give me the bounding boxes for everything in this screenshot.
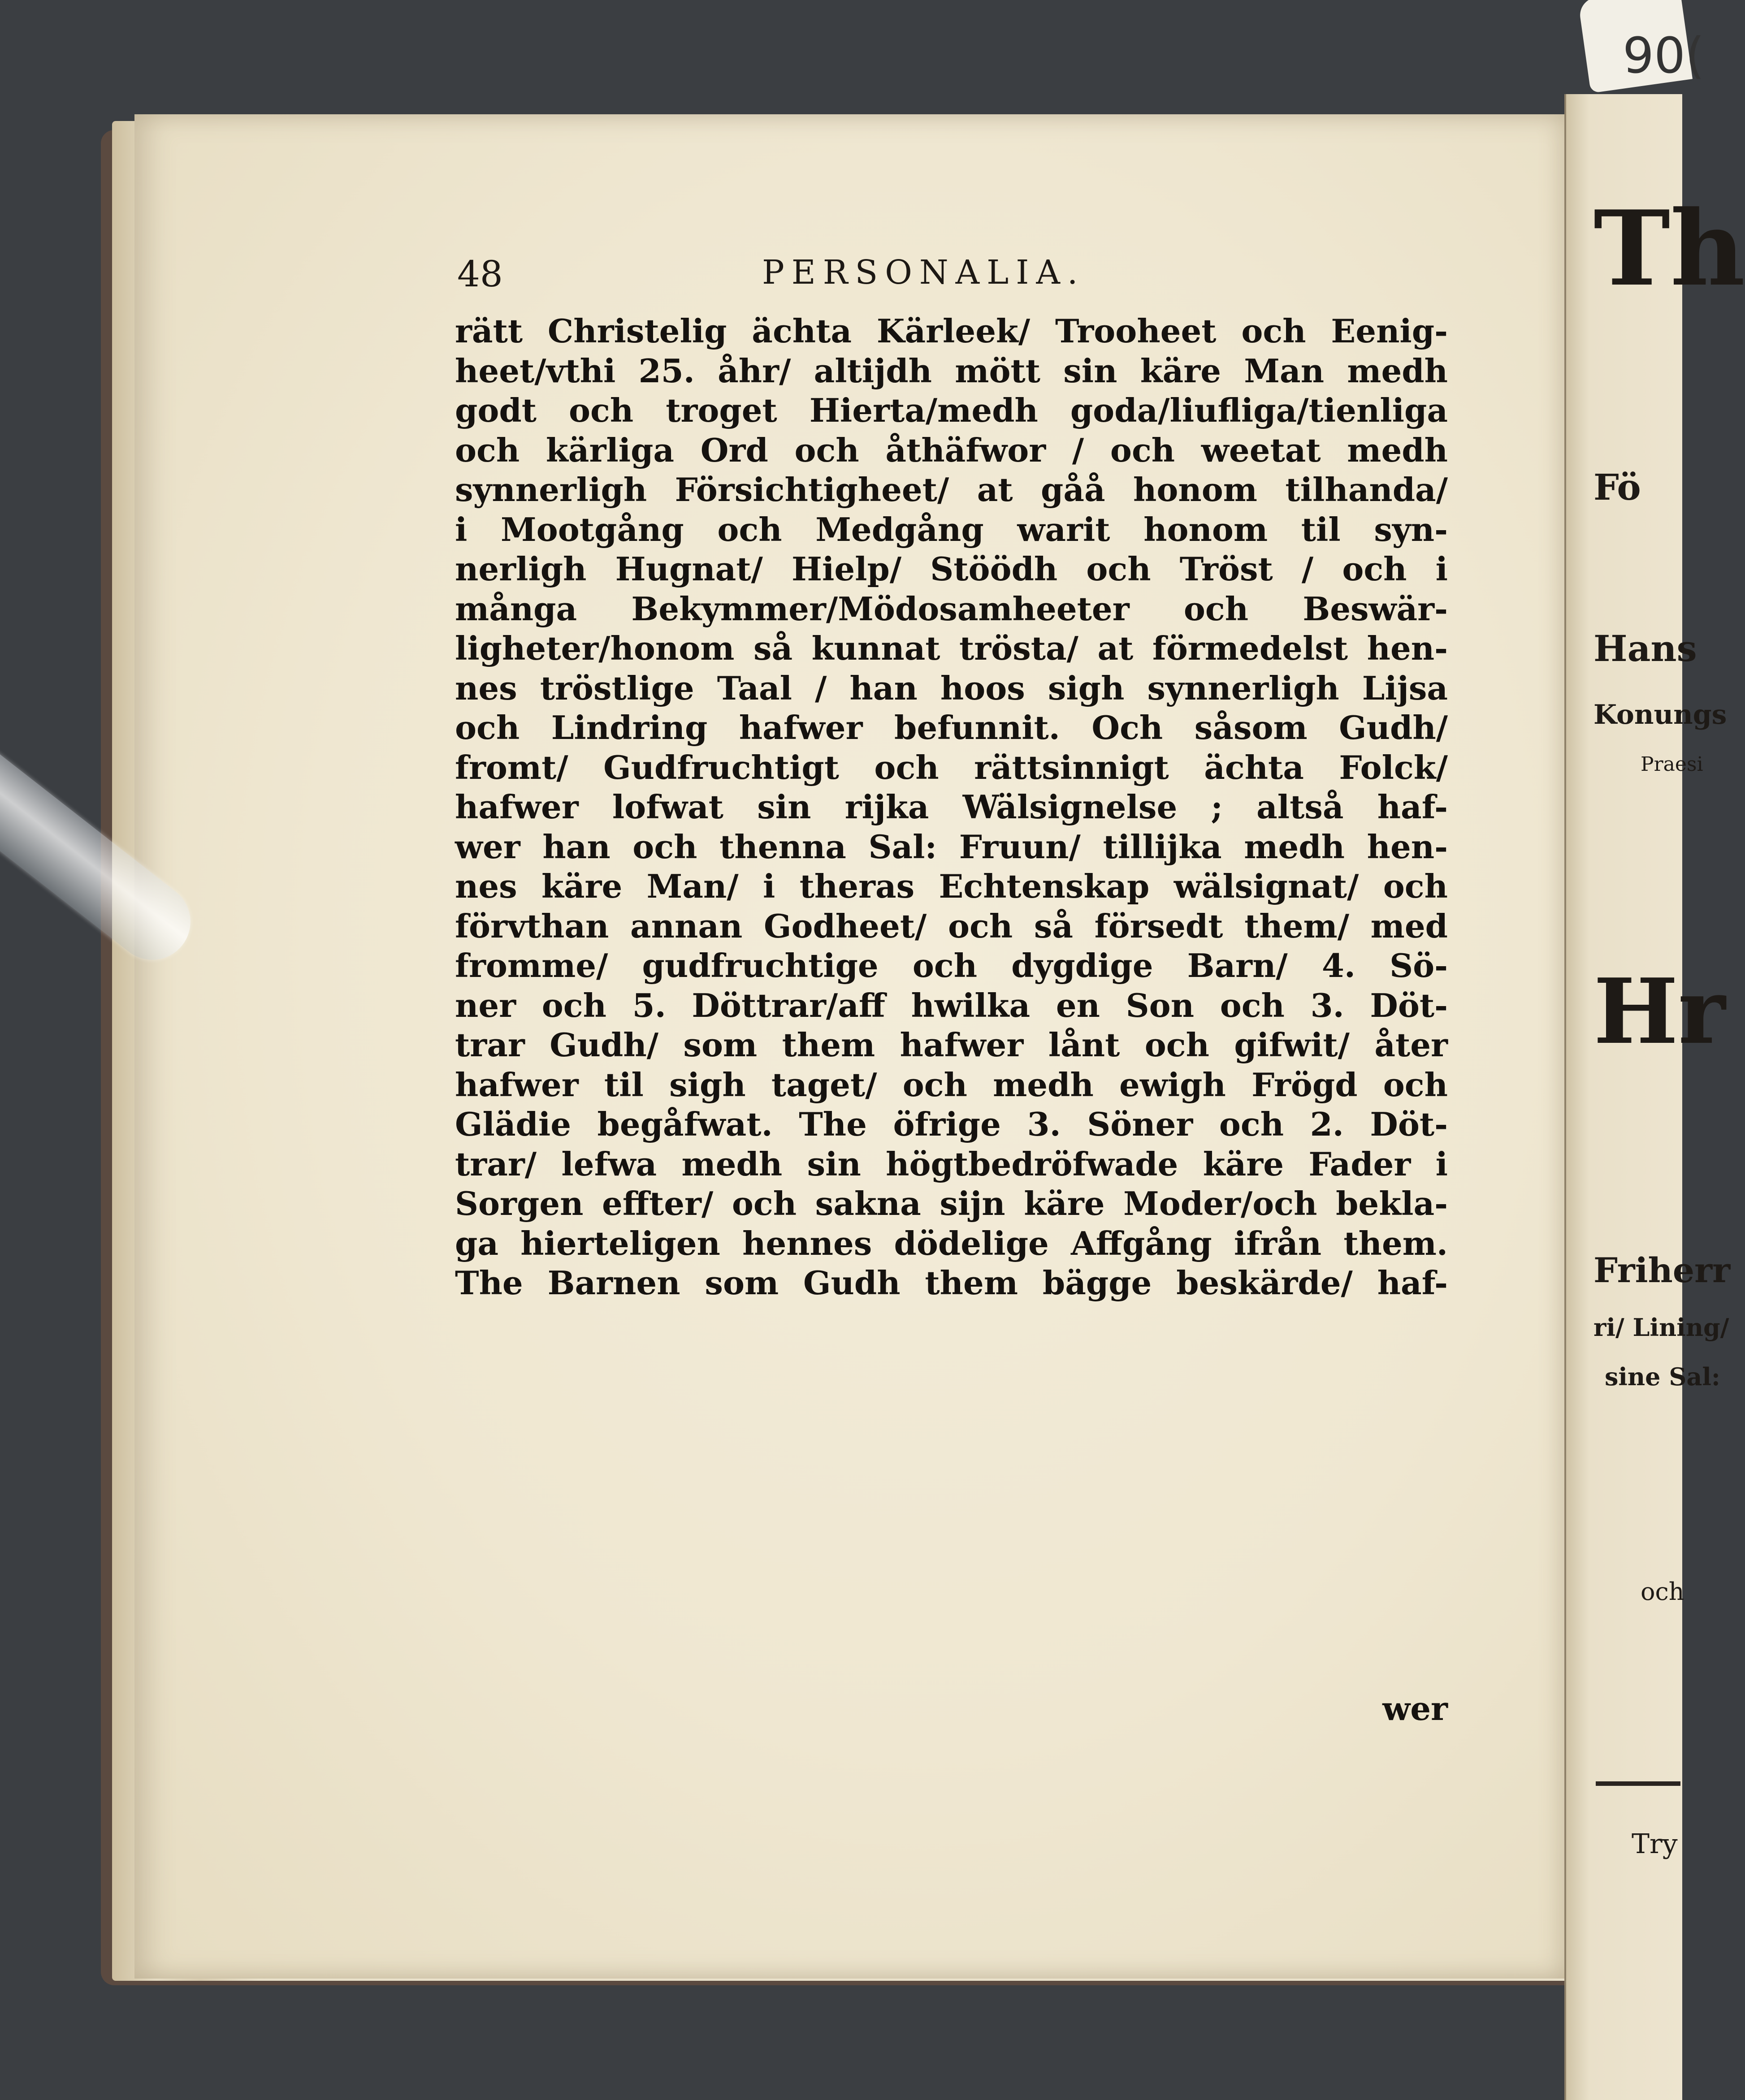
text-line: förvthan annan Godheet/ och så försedt them/ med <box>455 907 1448 945</box>
text-line: nes käre Man/ i theras Echtenskap wälsignat/ och <box>455 867 1448 905</box>
text-line: fromme/ gudfruchtige och dygdige Barn/ 4. Sö- <box>455 946 1448 985</box>
text-line: många Bekymmer/Mödosamheeter och Beswär- <box>455 589 1448 628</box>
running-head: PERSONALIA. <box>762 253 1085 292</box>
facing-fragment-10: och <box>1641 1577 1684 1606</box>
body-text <box>455 311 1448 1303</box>
shelf-label-text: 90( <box>1623 27 1705 84</box>
text-line: rätt Christelig ächta Kärleek/ Trooheet och Eenig- <box>455 312 1448 350</box>
facing-fragment-11: Try <box>1632 1828 1678 1860</box>
text-line: godt och troget Hierta/medh goda/liufliga/tienliga <box>455 391 1448 429</box>
text-line: wer han och thenna Sal: Fruun/ tillijka medh hen- <box>455 827 1448 866</box>
text-line: fromt/ Gudfruchtigt och rättsinnigt ächta Folck/ <box>455 748 1448 786</box>
text-line: hafwer til sigh taget/ och medh ewigh Frögd och <box>455 1065 1448 1104</box>
text-line: Glädie begåfwat. The öfrige 3. Söner och 2. Döt- <box>455 1105 1448 1143</box>
facing-fragment-7: Friherr <box>1593 1250 1731 1290</box>
text-line: nes tröstlige Taal / han hoos sigh synnerligh Lijsa <box>455 669 1448 707</box>
text-line: ga hierteligen hennes dödelige Affgång ifrån them. <box>455 1224 1448 1262</box>
text-line: och Lindring hafwer befunnit. Och såsom Gudh/ <box>455 709 1448 747</box>
facing-fragment-3: Hans <box>1593 627 1697 670</box>
facing-fragment-2: Fö <box>1593 466 1641 508</box>
text-line: trar/ lefwa medh sin högtbedröfwade käre Fader i <box>455 1145 1448 1183</box>
text-line: ligheter/honom så kunnat trösta/ at förmedelst hen- <box>455 629 1448 667</box>
facing-rule <box>1596 1781 1680 1786</box>
text-line: Sorgen effter/ och sakna sijn käre Moder/och bekla- <box>455 1184 1448 1223</box>
facing-fragment-9: sine Sal: <box>1605 1362 1720 1391</box>
text-line: synnerligh Försichtigheet/ at gåå honom tilhanda/ <box>455 471 1448 509</box>
facing-fragment-8: ri/ Lining/ <box>1593 1313 1729 1342</box>
text-line: trar Gudh/ som them hafwer lånt och gifwit/ åter <box>455 1026 1448 1064</box>
catchword: wer <box>1382 1690 1448 1728</box>
page-header <box>457 253 1443 302</box>
text-line: nerligh Hugnat/ Hielp/ Stöödh och Tröst / och i <box>455 550 1448 588</box>
facing-page <box>1564 94 1682 2100</box>
facing-fragment-1: Th <box>1593 188 1745 309</box>
text-line: och kärliga Ord och åthäfwor / och weetat medh <box>455 431 1448 469</box>
text-line: i Mootgång och Medgång warit honom til syn- <box>455 510 1448 549</box>
facing-fragment-4: Konungs <box>1593 699 1727 730</box>
text-line: heet/vthi 25. åhr/ altijdh mött sin käre Man medh <box>455 351 1448 390</box>
page-number: 48 <box>457 253 503 295</box>
text-line: hafwer lofwat sin rijka Wälsignelse ; altså haf- <box>455 788 1448 826</box>
text-line: ner och 5. Döttrar/aff hwilka en Son och 3. Döt- <box>455 986 1448 1024</box>
facing-fragment-6: Hr <box>1593 959 1726 1064</box>
facing-fragment-5: Praesi <box>1641 753 1703 776</box>
text-line: The Barnen som Gudh them bägge beskärde/ haf- <box>455 1264 1448 1302</box>
